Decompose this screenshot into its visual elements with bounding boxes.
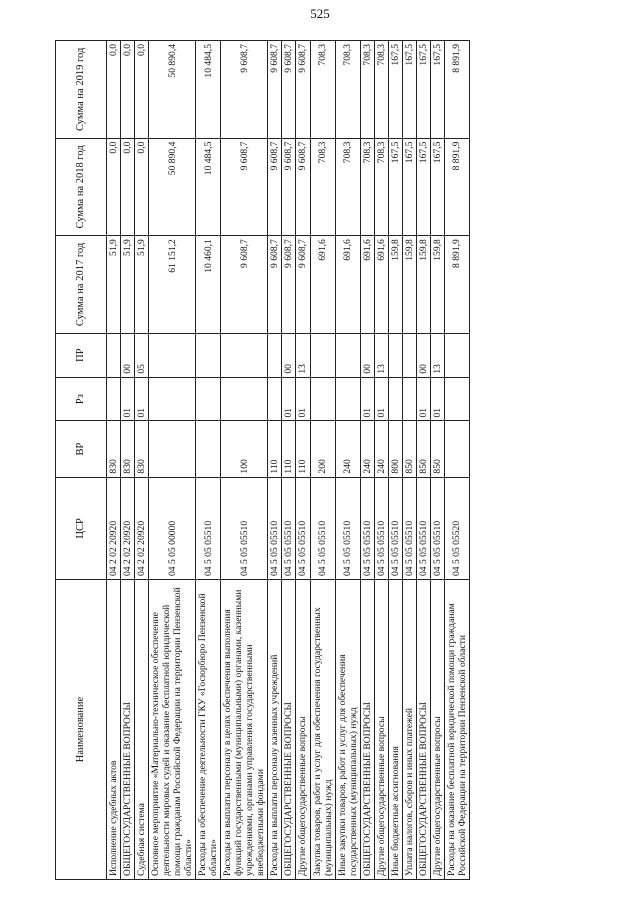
cell-pr <box>310 333 335 377</box>
cell-pr <box>402 333 416 377</box>
cell-vr: 850 <box>416 421 430 477</box>
table-row <box>310 41 335 880</box>
table-row <box>221 41 268 880</box>
cell-name: Другие общегосударственные вопросы <box>374 580 388 880</box>
cell-name: Расходы на выплаты персоналу казенных учреждений <box>268 580 282 880</box>
cell-csr: 04 5 05 05510 <box>402 477 416 579</box>
cell-vr: 240 <box>360 421 374 477</box>
cell-csr: 04 5 05 05510 <box>282 477 296 579</box>
cell-vr: 850 <box>430 421 444 477</box>
cell-pr: 13 <box>374 333 388 377</box>
cell-pr: 05 <box>135 333 149 377</box>
table-body <box>107 41 470 880</box>
cell-rz: 01 <box>374 377 388 421</box>
cell-pr: 00 <box>282 333 296 377</box>
cell-rz <box>444 377 469 421</box>
cell-sum-2018: 50 890,4 <box>149 138 196 236</box>
cell-vr: 830 <box>107 421 121 477</box>
table-row <box>282 41 296 880</box>
cell-csr: 04 5 05 05510 <box>430 477 444 579</box>
header-csr: ЦСР <box>56 477 107 579</box>
cell-sum-2017: 51,9 <box>135 236 149 334</box>
cell-name: Другие общегосударственные вопросы <box>296 580 310 880</box>
cell-sum-2018: 167,5 <box>388 138 402 236</box>
cell-sum-2018: 10 484,5 <box>196 138 221 236</box>
cell-sum-2019: 708,3 <box>360 41 374 139</box>
cell-sum-2017: 9 608,7 <box>282 236 296 334</box>
cell-name: Закупка товаров, работ и услуг для обеспечения государственных (муниципальных) нужд <box>310 580 335 880</box>
cell-sum-2019: 9 608,7 <box>268 41 282 139</box>
table-row <box>196 41 221 880</box>
table-row <box>149 41 196 880</box>
cell-csr: 04 5 05 05510 <box>335 477 360 579</box>
cell-rz <box>388 377 402 421</box>
cell-sum-2018: 708,3 <box>374 138 388 236</box>
budget-table <box>55 40 470 880</box>
cell-name: Другие общегосударственные вопросы <box>430 580 444 880</box>
table-row <box>388 41 402 880</box>
cell-name: Уплата налогов, сборов и иных платежей <box>402 580 416 880</box>
cell-pr <box>388 333 402 377</box>
cell-pr <box>149 333 196 377</box>
cell-sum-2017: 10 460,1 <box>196 236 221 334</box>
cell-sum-2017: 159,8 <box>388 236 402 334</box>
cell-pr <box>268 333 282 377</box>
cell-name: Расходы на выплаты персоналу в целях обеспечения выполнения функций государственными (муниципальными) органами, казенными учреждениями, органами управления государственными внебюджетными фондами <box>221 580 268 880</box>
cell-sum-2017: 691,6 <box>310 236 335 334</box>
cell-vr: 240 <box>374 421 388 477</box>
cell-rz: 01 <box>296 377 310 421</box>
cell-name: ОБЩЕГОСУДАРСТВЕННЫЕ ВОПРОСЫ <box>416 580 430 880</box>
cell-name: Иные закупки товаров, работ и услуг для обеспечения государственных (муниципальных) нужд <box>335 580 360 880</box>
cell-csr: 04 5 05 05510 <box>296 477 310 579</box>
cell-sum-2018: 0,0 <box>135 138 149 236</box>
cell-pr <box>444 333 469 377</box>
cell-sum-2019: 708,3 <box>335 41 360 139</box>
cell-sum-2018: 708,3 <box>310 138 335 236</box>
cell-sum-2018: 9 608,7 <box>221 138 268 236</box>
cell-sum-2019: 10 484,5 <box>196 41 221 139</box>
cell-name: Расходы на оказание бесплатной юридической помощи гражданам Российской Федерации на территории Пензенской области <box>444 580 469 880</box>
table-row <box>374 41 388 880</box>
cell-csr: 04 5 05 05510 <box>310 477 335 579</box>
cell-rz: 01 <box>282 377 296 421</box>
cell-sum-2017: 51,9 <box>121 236 135 334</box>
cell-pr: 00 <box>121 333 135 377</box>
cell-sum-2018: 0,0 <box>121 138 135 236</box>
cell-sum-2019: 9 608,7 <box>282 41 296 139</box>
cell-sum-2018: 167,5 <box>402 138 416 236</box>
table-row <box>430 41 444 880</box>
cell-vr: 110 <box>268 421 282 477</box>
cell-csr: 04 5 05 05510 <box>221 477 268 579</box>
table-row <box>107 41 121 880</box>
cell-csr: 04 5 05 05510 <box>388 477 402 579</box>
cell-vr: 850 <box>402 421 416 477</box>
cell-sum-2018: 167,5 <box>416 138 430 236</box>
cell-vr: 200 <box>310 421 335 477</box>
cell-rz <box>107 377 121 421</box>
table-row <box>335 41 360 880</box>
cell-sum-2019: 9 608,7 <box>221 41 268 139</box>
cell-sum-2017: 691,6 <box>374 236 388 334</box>
cell-rz <box>149 377 196 421</box>
cell-name: Исполнение судебных актов <box>107 580 121 880</box>
table-row <box>296 41 310 880</box>
cell-pr <box>107 333 121 377</box>
cell-csr: 04 2 02 20920 <box>135 477 149 579</box>
header-name: Наименование <box>56 580 107 880</box>
rotated-table-area <box>55 40 640 876</box>
cell-vr: 830 <box>135 421 149 477</box>
cell-rz <box>310 377 335 421</box>
table-header-row <box>56 41 107 880</box>
cell-sum-2017: 9 608,7 <box>221 236 268 334</box>
cell-rz <box>402 377 416 421</box>
page-number: 525 <box>310 6 330 21</box>
cell-pr <box>196 333 221 377</box>
cell-pr: 00 <box>416 333 430 377</box>
cell-rz: 01 <box>135 377 149 421</box>
cell-vr <box>196 421 221 477</box>
cell-sum-2017: 691,6 <box>335 236 360 334</box>
cell-sum-2017: 9 608,7 <box>296 236 310 334</box>
cell-sum-2017: 8 891,9 <box>444 236 469 334</box>
cell-sum-2017: 691,6 <box>360 236 374 334</box>
cell-sum-2019: 9 608,7 <box>296 41 310 139</box>
cell-csr: 04 5 05 05510 <box>374 477 388 579</box>
cell-name: Основное мероприятие «Материально-техническое обеспечение деятельности мировых судей и оказание бесплатной юридической помощи гражданам Российской Федерации на территории Пензенской области» <box>149 580 196 880</box>
cell-vr: 110 <box>296 421 310 477</box>
cell-name: Расходы на обеспечение деятельности ГКУ «Госюрбюро Пензенской области» <box>196 580 221 880</box>
header-vr: ВР <box>56 421 107 477</box>
cell-sum-2017: 51,9 <box>107 236 121 334</box>
cell-sum-2019: 167,5 <box>388 41 402 139</box>
cell-vr <box>444 421 469 477</box>
cell-rz: 01 <box>430 377 444 421</box>
header-sum-2017: Сумма на 2017 год <box>56 236 107 334</box>
cell-rz <box>268 377 282 421</box>
cell-sum-2018: 9 608,7 <box>268 138 282 236</box>
cell-sum-2018: 0,0 <box>107 138 121 236</box>
cell-vr: 110 <box>282 421 296 477</box>
cell-sum-2017: 159,8 <box>416 236 430 334</box>
cell-sum-2018: 167,5 <box>430 138 444 236</box>
cell-sum-2017: 9 608,7 <box>268 236 282 334</box>
cell-vr: 830 <box>121 421 135 477</box>
cell-sum-2018: 708,3 <box>335 138 360 236</box>
cell-sum-2017: 159,8 <box>402 236 416 334</box>
cell-sum-2019: 50 890,4 <box>149 41 196 139</box>
table-row <box>444 41 469 880</box>
cell-name: Судебная система <box>135 580 149 880</box>
cell-sum-2017: 61 151,2 <box>149 236 196 334</box>
table-row <box>135 41 149 880</box>
cell-rz: 01 <box>416 377 430 421</box>
cell-sum-2019: 0,0 <box>121 41 135 139</box>
cell-vr: 800 <box>388 421 402 477</box>
table-row <box>121 41 135 880</box>
cell-sum-2018: 9 608,7 <box>282 138 296 236</box>
cell-rz: 01 <box>360 377 374 421</box>
cell-name: Иные бюджетные ассигнования <box>388 580 402 880</box>
cell-name: ОБЩЕГОСУДАРСТВЕННЫЕ ВОПРОСЫ <box>282 580 296 880</box>
cell-sum-2018: 9 608,7 <box>296 138 310 236</box>
cell-pr: 00 <box>360 333 374 377</box>
cell-pr: 13 <box>296 333 310 377</box>
header-sum-2018: Сумма на 2018 год <box>56 138 107 236</box>
cell-csr: 04 5 05 05520 <box>444 477 469 579</box>
cell-csr: 04 2 02 20920 <box>107 477 121 579</box>
cell-sum-2017: 159,8 <box>430 236 444 334</box>
cell-sum-2019: 708,3 <box>374 41 388 139</box>
table-row <box>360 41 374 880</box>
cell-sum-2019: 167,5 <box>430 41 444 139</box>
cell-pr <box>221 333 268 377</box>
cell-csr: 04 5 05 00000 <box>149 477 196 579</box>
header-rz: Рз <box>56 377 107 421</box>
cell-sum-2018: 8 891,9 <box>444 138 469 236</box>
table-row <box>402 41 416 880</box>
cell-sum-2019: 8 891,9 <box>444 41 469 139</box>
table-row <box>416 41 430 880</box>
cell-vr: 240 <box>335 421 360 477</box>
cell-csr: 04 2 02 20920 <box>121 477 135 579</box>
cell-sum-2019: 0,0 <box>135 41 149 139</box>
cell-pr <box>335 333 360 377</box>
cell-csr: 04 5 05 05510 <box>196 477 221 579</box>
cell-name: ОБЩЕГОСУДАРСТВЕННЫЕ ВОПРОСЫ <box>121 580 135 880</box>
table-row <box>268 41 282 880</box>
cell-vr <box>149 421 196 477</box>
cell-pr: 13 <box>430 333 444 377</box>
cell-sum-2018: 708,3 <box>360 138 374 236</box>
cell-sum-2019: 167,5 <box>402 41 416 139</box>
header-sum-2019: Сумма на 2019 год <box>56 41 107 139</box>
cell-sum-2019: 167,5 <box>416 41 430 139</box>
cell-sum-2019: 708,3 <box>310 41 335 139</box>
cell-sum-2019: 0,0 <box>107 41 121 139</box>
cell-csr: 04 5 05 05510 <box>360 477 374 579</box>
cell-rz <box>221 377 268 421</box>
cell-vr: 100 <box>221 421 268 477</box>
cell-rz <box>335 377 360 421</box>
cell-name: ОБЩЕГОСУДАРСТВЕННЫЕ ВОПРОСЫ <box>360 580 374 880</box>
cell-rz: 01 <box>121 377 135 421</box>
cell-rz <box>196 377 221 421</box>
cell-csr: 04 5 05 05510 <box>416 477 430 579</box>
cell-csr: 04 5 05 05510 <box>268 477 282 579</box>
header-pr: ПР <box>56 333 107 377</box>
